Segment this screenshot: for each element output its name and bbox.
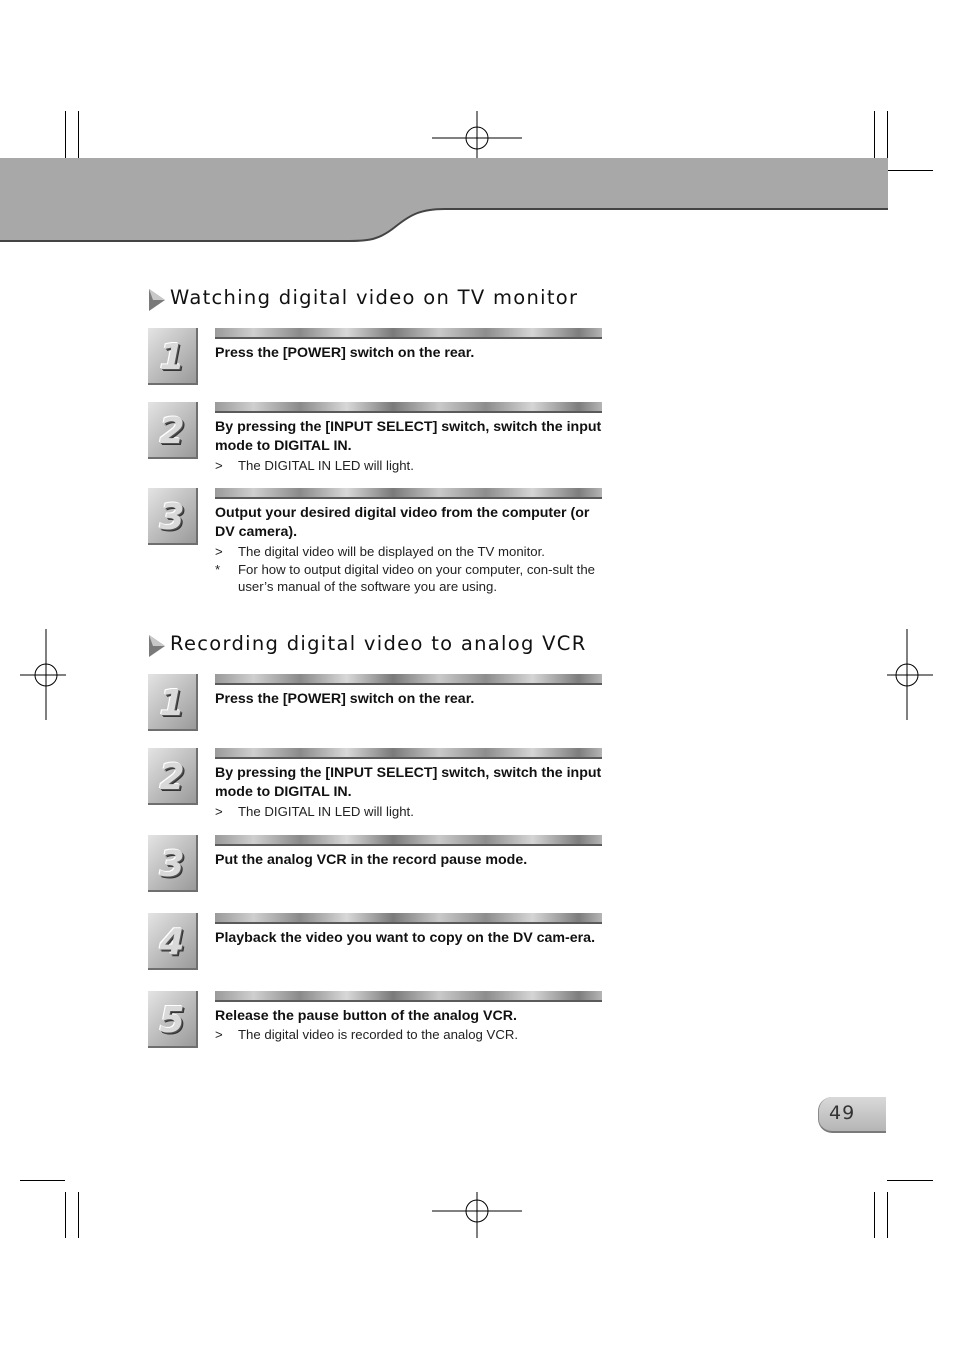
step-note: > The DIGITAL IN LED will light. — [215, 804, 414, 819]
step-number-badge: 2 — [148, 748, 198, 805]
step-note: > The DIGITAL IN LED will light. — [215, 458, 414, 473]
step-divider-stripe — [215, 913, 602, 922]
triangle-bullet-icon — [148, 634, 166, 658]
step-divider-stripe — [215, 748, 602, 757]
step-note: > The digital video will be displayed on the TV monitor. — [215, 544, 545, 559]
step-number-badge: 1 — [148, 674, 198, 731]
step-divider-stripe — [215, 402, 602, 411]
step-number-badge: 2 — [148, 402, 198, 459]
step-instruction: By pressing the [INPUT SELECT] switch, switch the input mode to DIGITAL IN. — [215, 765, 602, 800]
step-note: > The digital video is recorded to the analog VCR. — [215, 1027, 519, 1042]
triangle-bullet-icon — [148, 288, 166, 312]
page-number: 49 — [829, 1102, 856, 1124]
section-heading — [148, 632, 608, 660]
step-note: * For how to output digital video on your computer, con-sult the user’s manual of the software you are using. — [215, 562, 595, 594]
step-number-badge: 3 — [148, 488, 198, 545]
step-number-badge: 5 — [148, 991, 198, 1048]
step-instruction: Put the analog VCR in the record pause mode. — [215, 852, 528, 868]
step-divider-stripe — [215, 488, 602, 497]
step-instruction: By pressing the [INPUT SELECT] switch, switch the input mode to DIGITAL IN. — [215, 419, 602, 454]
step-instruction: Playback the video you want to copy on the DV cam-era. — [215, 930, 596, 946]
page-number-tab — [818, 1097, 886, 1133]
step-instruction: Output your desired digital video from the computer (or DV camera). — [215, 505, 590, 540]
section-title: Watching digital video on TV monitor — [170, 286, 579, 309]
step-number-badge: 4 — [148, 913, 198, 970]
step-instruction: Press the [POWER] switch on the rear. — [215, 691, 475, 707]
section-heading — [148, 286, 608, 314]
step-divider-stripe — [215, 674, 602, 683]
section-title: Recording digital video to analog VCR — [170, 632, 587, 655]
step-divider-stripe — [215, 328, 602, 337]
step-number-badge: 1 — [148, 328, 198, 385]
header-banner — [0, 155, 890, 245]
step-instruction: Press the [POWER] switch on the rear. — [215, 345, 475, 361]
step-divider-stripe — [215, 835, 602, 844]
step-number-badge: 3 — [148, 835, 198, 892]
step-divider-stripe — [215, 991, 602, 1000]
step-instruction: Release the pause button of the analog VCR. — [215, 1008, 517, 1024]
